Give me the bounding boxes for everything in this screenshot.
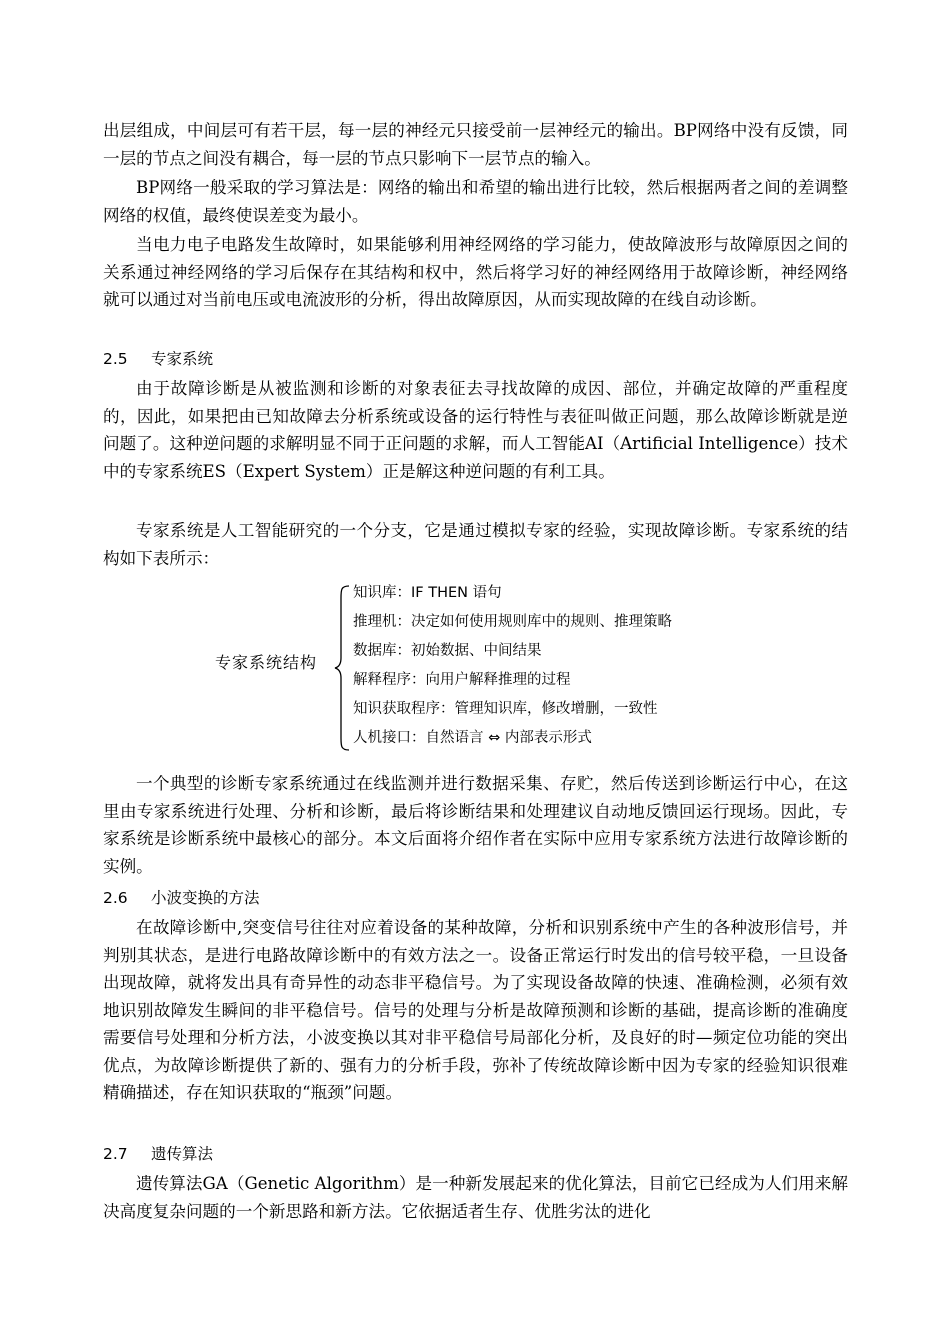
paragraph-bp-layers: 出层组成，中间层可有若干层，每一层的神经元只接受前一层神经元的输出。BP网络中没有反馈，同一层的节点之间没有耦合，每一层的节点只影响下一层节点的输入。 (103, 121, 848, 168)
paragraph-wavelet: 在故障诊断中,突变信号往往对应着设备的某种故障，分析和识别系统中产生的各种波形信号，并判别其状态，是进行电路故障诊断中的有效方法之一。设备正常运行时发出的信号较平稳，一旦设备出现故障，就将发出具有奇异性的动态非平稳信号。为了实现设备故障的快速、准确检测，必须有效地识别故障发生瞬间的非平稳信号。信号的处理与分析是故障预测和诊断的基础，提高诊断的准确度需要信号处理和分析方法，小波变换以其对非平稳信号局部化分析，及良好的时—频定位功能的突出优点，为故障诊断提供了新的、强有力的分析手段，弥补了传统故障诊断中因为专家的经验知识很难精确描述，存在知识获取的“瓶颈”问题。 (103, 918, 848, 1102)
figure-item-explanation: 解释程序：向用户解释推理的过程 (353, 672, 571, 688)
figure-item-knowledge-base: 知识库：IF THEN 语句 (353, 585, 502, 601)
section-heading-2-6 (103, 886, 260, 910)
figure-item-inference-engine: 推理机：决定如何使用规则库中的规则、推理策略 (353, 614, 672, 630)
paragraph-genetic-algorithm: 遗传算法GA（Genetic Algorithm）是一种新发展起来的优化算法，目前它已经成为人们用来解决高度复杂问题的一个新思路和新方法。它依据适者生存、优胜劣汰的进化 (103, 1174, 848, 1221)
expert-system-structure-figure (215, 580, 735, 756)
paragraph-expert-system-intro: 专家系统是人工智能研究的一个分支，它是通过模拟专家的经验，实现故障诊断。专家系统的结构如下表所示： (103, 521, 848, 568)
curly-brace-icon (333, 584, 351, 752)
figure-item-human-interface: 人机接口：自然语言 ⇔ 内部表示形式 (353, 730, 592, 746)
section-number: 2.6 (103, 889, 128, 907)
section-heading-2-5 (103, 347, 213, 371)
paragraph-diagnosis-center: 一个典型的诊断专家系统通过在线监测并进行数据采集、存贮，然后传送到诊断运行中心，在这里由专家系统进行处理、分析和诊断，最后将诊断结果和处理建议自动地反馈回运行现场。因此，专家系统是诊断系统中最核心的部分。本文后面将介绍作者在实际中应用专家系统方法进行故障诊断的实例。 (103, 774, 848, 876)
section-number: 2.5 (103, 350, 128, 368)
section-number: 2.7 (103, 1145, 128, 1163)
section-heading-2-7 (103, 1142, 213, 1166)
paragraph-bp-learning: BP网络一般采取的学习算法是：网络的输出和希望的输出进行比较，然后根据两者之间的差调整网络的权值，最终使误差变为最小。 (103, 178, 848, 225)
section-title: 小波变换的方法 (151, 889, 260, 907)
figure-root-label: 专家系统结构 (215, 653, 318, 672)
figure-item-database: 数据库：初始数据、中间结果 (353, 643, 542, 659)
section-title: 专家系统 (151, 350, 214, 368)
paragraph-neural-diagnosis: 当电力电子电路发生故障时，如果能够利用神经网络的学习能力，使故障波形与故障原因之间的关系通过神经网络的学习后保存在其结构和权中，然后将学习好的神经网络用于故障诊断，神经网络就可以通过对当前电压或电流波形的分析，得出故障原因，从而实现故障的在线自动诊断。 (103, 235, 848, 309)
section-title: 遗传算法 (151, 1145, 214, 1163)
paragraph-inverse-problem: 由于故障诊断是从被监测和诊断的对象表征去寻找故障的成因、部位，并确定故障的严重程度的，因此，如果把由已知故障去分析系统或设备的运行特性与表征叫做正问题，那么故障诊断就是逆问题了。这种逆问题的求解明显不同于正问题的求解，而人工智能AI（Artificial Intelligence）技术中的专家系统ES（Expert System）正是解这种逆问题的有利工具。 (103, 379, 848, 481)
figure-item-knowledge-acquisition: 知识获取程序：管理知识库，修改增删，一致性 (353, 701, 658, 717)
